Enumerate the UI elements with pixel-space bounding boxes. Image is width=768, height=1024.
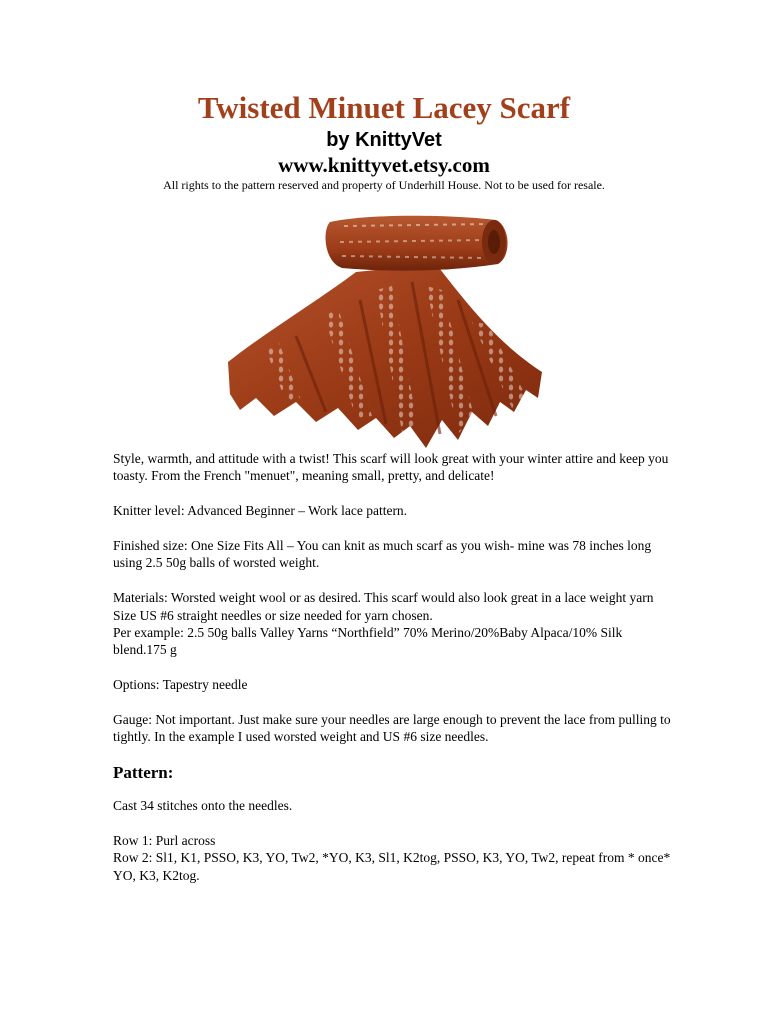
row-2-line: Row 2: Sl1, K1, PSSO, K3, YO, Tw2, *YO, K3, Sl1, K2tog, PSSO, K3, YO, Tw2, repeat from * once* YO, K3, K2tog. (113, 850, 671, 883)
website-url: www.knittyvet.etsy.com (278, 153, 490, 177)
scarf-photo (226, 212, 544, 450)
pattern-body (113, 450, 673, 884)
finished-size: Finished size: One Size Fits All – You can knit as much scarf as you wish- mine was 78 inches long using 2.5 50g balls of worsted weight. (113, 538, 652, 571)
document-header (0, 88, 768, 192)
gauge-paragraph: Gauge: Not important. Just make sure your needles are large enough to prevent the lace from pulling to tightly. In the example I used worsted weight and US #6 size needles. (113, 712, 671, 745)
options-line: Options: Tapestry needle (113, 677, 248, 693)
rights-notice: All rights to the pattern reserved and property of Underhill House. Not to be used for resale. (163, 178, 605, 192)
materials-line-3: Per example: 2.5 50g balls Valley Yarns “Northfield” 70% Merino/20%Baby Alpaca/10% Silk blend.175 g (113, 625, 623, 658)
author-byline: by KnittyVet (326, 129, 442, 151)
knitter-level: Knitter level: Advanced Beginner – Work lace pattern. (113, 503, 408, 519)
materials-line-2: Size US #6 straight needles or size needed for yarn chosen. (113, 607, 433, 623)
intro-paragraph: Style, warmth, and attitude with a twist! This scarf will look great with your winter attire and keep you toasty. From the French "menuet", meaning small, pretty, and delicate! (113, 451, 669, 484)
cast-on-line: Cast 34 stitches onto the needles. (113, 798, 293, 814)
materials-line-1: Materials: Worsted weight wool or as desired. This scarf would also look great in a lace weight yarn (113, 590, 654, 606)
pattern-heading: Pattern: (113, 763, 174, 783)
row-1-line: Row 1: Purl across (113, 833, 216, 849)
document-title: Twisted Minuet Lacey Scarf (197, 90, 571, 125)
